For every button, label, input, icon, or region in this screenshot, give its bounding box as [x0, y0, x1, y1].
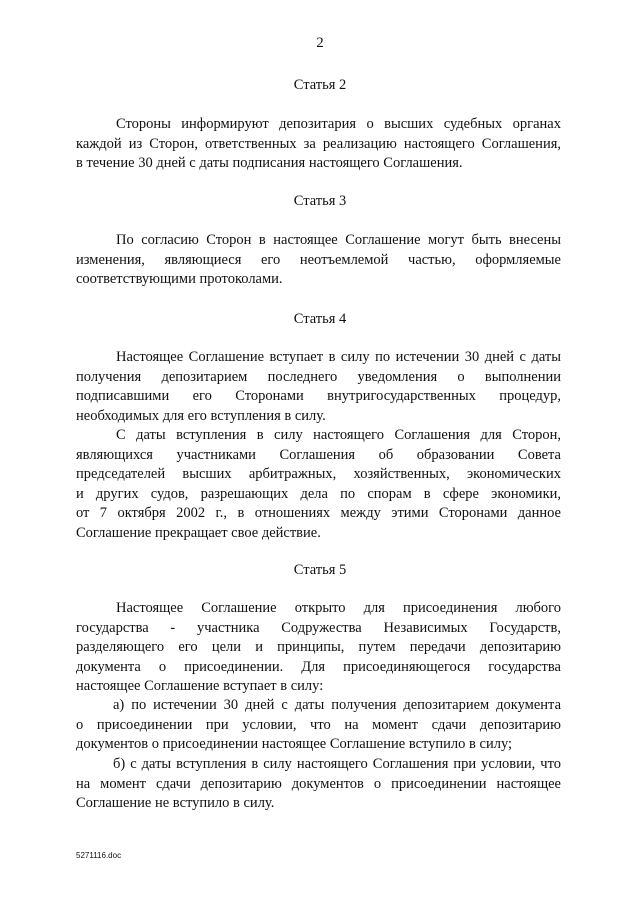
text-line: документов о присоединении настоящее Соглашение вступило в силу;: [76, 736, 513, 752]
text-line: Настоящее Соглашение открыто для присоединения любого: [116, 600, 561, 616]
text-line: а) по истечении 30 дней с даты получения депозитарием документа: [113, 697, 561, 713]
text-line: настоящее Соглашение вступает в силу:: [76, 678, 324, 694]
article-5-paragraph-1: [76, 599, 561, 697]
text-line: подписавшими его Сторонами внутригосударственных процедур,: [76, 388, 561, 404]
article-4-paragraph-2: [76, 426, 561, 543]
text-line: необходимых для его вступления в силу.: [76, 407, 326, 424]
article-5-item-b: [76, 755, 561, 814]
article-2-paragraph: [76, 115, 561, 174]
text-line: Соглашение прекращает свое действие.: [76, 524, 321, 541]
article-3-heading: Статья 3: [293, 193, 347, 209]
text-line: являющихся участниками Соглашения об образовании Совета: [76, 446, 561, 463]
text-line: документа о присоединении. Для присоединяющегося государства: [76, 658, 561, 675]
article-3-paragraph: [76, 231, 561, 290]
text-line: от 7 октября 2002 г., в отношениях между этими Сторонами данное: [76, 505, 561, 521]
text-line: Соглашение не вступило в силу.: [76, 795, 275, 811]
text-line: С даты вступления в силу настоящего Соглашения для Сторон,: [116, 427, 561, 443]
text-line: каждой из Сторон, ответственных за реализацию настоящего Соглашения,: [76, 135, 561, 152]
text-line: Настоящее Соглашение вступает в силу по истечении 30 дней с даты: [116, 349, 561, 365]
text-line: изменения, являющиеся его неотъемлемой частью, оформляемые: [76, 251, 561, 268]
text-line: получения депозитарием последнего уведомления о выполнении: [76, 368, 561, 385]
text-line: на момент сдачи депозитарию документов о присоединении настоящее: [76, 775, 561, 792]
article-2-heading: Статья 2: [293, 77, 347, 93]
text-line: Стороны информируют депозитария о высших судебных органах: [116, 116, 561, 132]
page-number: 2: [316, 35, 324, 51]
article-5-item-a: [76, 696, 561, 755]
text-line: председателей высших арбитражных, хозяйственных, экономических: [76, 466, 561, 482]
text-line: о присоединении при условии, что на момент сдачи депозитарию: [76, 716, 561, 733]
file-name-footer: 5271116.doc: [76, 851, 122, 860]
text-line: соответствующими протоколами.: [76, 271, 283, 287]
text-line: и других судов, разрешающих дела по спорам в сфере экономики,: [76, 485, 561, 502]
text-line: По согласию Сторон в настоящее Соглашение могут быть внесены: [116, 232, 561, 248]
article-4-heading: Статья 4: [293, 311, 347, 327]
text-line: разделяющего его цели и принципы, путем передачи депозитарию: [76, 639, 561, 655]
article-4-paragraph-1: [76, 348, 561, 426]
article-5-heading: Статья 5: [293, 562, 347, 578]
text-line: б) с даты вступления в силу настоящего Соглашения при условии, что: [113, 756, 561, 772]
text-line: в течение 30 дней с даты подписания настоящего Соглашения.: [76, 155, 463, 171]
text-line: государства - участника Содружества Независимых Государств,: [76, 619, 561, 636]
